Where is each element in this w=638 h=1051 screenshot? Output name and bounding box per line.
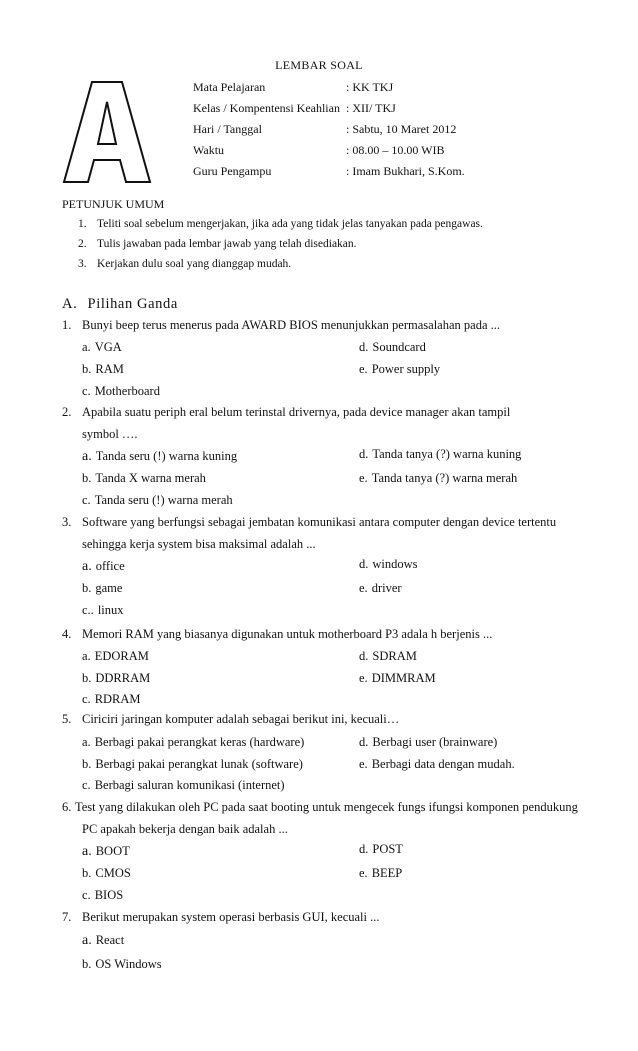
option-letter: a. xyxy=(82,844,92,859)
answer-option xyxy=(82,866,131,881)
answer-option xyxy=(359,649,417,664)
answer-option xyxy=(82,581,122,596)
header-label: Mata Pelajaran xyxy=(193,80,266,94)
question-text: symbol …. xyxy=(82,427,138,441)
answer-option xyxy=(82,671,150,686)
header-label: Waktu xyxy=(193,143,225,157)
header-label: Hari / Tanggal xyxy=(193,122,262,136)
answer-option xyxy=(82,471,206,486)
option-text: BIOS xyxy=(94,888,124,902)
answer-option xyxy=(82,603,124,618)
option-text: POST xyxy=(372,842,403,856)
header-value: : Sabtu, 10 Maret 2012 xyxy=(346,122,457,136)
option-letter: a. xyxy=(82,933,92,948)
instruction-number: 3. xyxy=(78,258,87,270)
question-number: 7. xyxy=(62,910,72,924)
answer-option xyxy=(82,449,237,465)
option-text: Tanda seru (!) warna kuning xyxy=(95,449,238,463)
answer-option xyxy=(82,957,162,972)
instruction-number: 2. xyxy=(78,238,87,250)
option-letter: b. xyxy=(82,362,92,376)
option-letter: e. xyxy=(359,866,368,880)
option-letter: e. xyxy=(359,757,368,771)
instructions-heading: PETUNJUK UMUM xyxy=(62,197,165,211)
option-letter: a. xyxy=(82,649,91,663)
question-text: Apabila suatu periph eral belum terinstal drivernya, pada device manager akan tampil xyxy=(82,405,511,419)
option-text: driver xyxy=(371,581,402,595)
question-text: PC apakah bekerja dengan baik adalah ... xyxy=(82,822,288,836)
option-text: SDRAM xyxy=(372,649,417,663)
answer-option xyxy=(359,671,436,686)
option-letter: d. xyxy=(359,340,369,354)
answer-option xyxy=(359,581,402,596)
option-letter: e. xyxy=(359,581,368,595)
answer-option xyxy=(359,471,517,486)
option-text: Power supply xyxy=(371,362,441,376)
answer-option xyxy=(82,844,130,860)
answer-option xyxy=(82,559,125,575)
option-letter: a. xyxy=(82,449,92,464)
answer-option xyxy=(82,493,233,508)
option-text: DIMMRAM xyxy=(371,671,436,685)
option-letter: c. xyxy=(82,384,91,398)
option-text: office xyxy=(95,559,125,573)
option-letter: c. xyxy=(82,778,91,792)
option-text: EDORAM xyxy=(94,649,149,663)
option-text: BOOT xyxy=(95,844,130,858)
option-letter: d. xyxy=(359,735,369,749)
answer-option xyxy=(359,340,426,355)
option-text: React xyxy=(95,933,125,947)
page-title: LEMBAR SOAL xyxy=(275,58,363,72)
section-label: A. xyxy=(62,296,78,312)
header-value: : XII/ TKJ xyxy=(346,101,396,115)
question-number: 5. xyxy=(62,712,72,726)
option-text: linux xyxy=(97,603,124,617)
option-letter: c. xyxy=(82,888,91,902)
option-letter: b. xyxy=(82,957,92,971)
section-title: Pilihan Ganda xyxy=(87,296,178,312)
header-label: Kelas / Kompentensi Keahlian xyxy=(193,101,340,115)
option-text: OS Windows xyxy=(95,957,162,971)
answer-option xyxy=(82,778,285,793)
option-letter: c.. xyxy=(82,603,94,617)
answer-option xyxy=(82,757,303,772)
option-letter: a. xyxy=(82,559,92,574)
option-text: Tanda X warna merah xyxy=(95,471,206,485)
option-text: BEEP xyxy=(371,866,403,880)
option-letter: d. xyxy=(359,649,369,663)
answer-option xyxy=(359,447,521,462)
answer-option xyxy=(82,888,123,903)
option-letter: d. xyxy=(359,447,369,461)
option-letter: c. xyxy=(82,692,91,706)
option-text: Tanda tanya (?) warna kuning xyxy=(372,447,522,461)
header-value: : Imam Bukhari, S.Kom. xyxy=(346,164,465,178)
header-value: : KK TKJ xyxy=(346,80,394,94)
question-text: Ciriciri jaringan komputer adalah sebagai berikut ini, kecuali… xyxy=(82,712,400,726)
option-letter: d. xyxy=(359,557,369,571)
option-letter: e. xyxy=(359,362,368,376)
header-value: : 08.00 – 10.00 WIB xyxy=(346,143,445,157)
option-text: Motherboard xyxy=(94,384,160,398)
question-number: 3. xyxy=(62,515,72,529)
answer-option xyxy=(359,757,515,772)
answer-option xyxy=(82,735,304,750)
answer-option xyxy=(82,649,149,664)
option-letter: e. xyxy=(359,471,368,485)
question-text: Software yang berfungsi sebagai jembatan komunikasi antara computer dengan device tertentu xyxy=(82,515,557,529)
option-letter: c. xyxy=(82,493,91,507)
question-text: sehingga kerja system bisa maksimal adalah ... xyxy=(82,537,316,551)
option-text: Berbagi pakai perangkat lunak (software) xyxy=(95,757,303,771)
option-letter: b. xyxy=(82,471,92,485)
question-number: 1. xyxy=(62,318,72,332)
question-number: 4. xyxy=(62,627,72,641)
answer-option xyxy=(359,866,402,881)
option-text: VGA xyxy=(94,340,122,354)
option-text: Soundcard xyxy=(372,340,426,354)
option-text: RAM xyxy=(95,362,124,376)
option-letter: a. xyxy=(82,340,91,354)
option-letter: b. xyxy=(82,581,92,595)
option-letter: b. xyxy=(82,757,92,771)
question-text: Memori RAM yang biasanya digunakan untuk motherboard P3 adala h berjenis ... xyxy=(82,627,493,641)
option-letter: b. xyxy=(82,866,92,880)
question-number: 2. xyxy=(62,405,72,419)
instruction-item: Kerjakan dulu soal yang dianggap mudah. xyxy=(97,258,292,270)
option-text: Berbagi pakai perangkat keras (hardware) xyxy=(94,735,305,749)
section-heading xyxy=(62,296,178,313)
option-text: Tanda seru (!) warna merah xyxy=(94,493,233,507)
answer-option xyxy=(82,692,141,707)
answer-option xyxy=(359,842,403,857)
option-letter: e. xyxy=(359,671,368,685)
option-text: RDRAM xyxy=(94,692,141,706)
large-letter-a-logo xyxy=(62,78,152,186)
option-letter: b. xyxy=(82,671,92,685)
option-text: DDRRAM xyxy=(95,671,151,685)
question-text: Bunyi beep terus menerus pada AWARD BIOS menunjukkan permasalahan pada ... xyxy=(82,318,500,332)
answer-option xyxy=(82,384,160,399)
option-text: CMOS xyxy=(95,866,131,880)
header-label: Guru Pengampu xyxy=(193,164,272,178)
question-number: 6. xyxy=(62,800,72,814)
instruction-item: Teliti soal sebelum mengerjakan, jika ada yang tidak jelas tanyakan pada pengawas. xyxy=(97,218,483,230)
option-text: Berbagi saluran komunikasi (internet) xyxy=(94,778,285,792)
instruction-item: Tulis jawaban pada lembar jawab yang telah disediakan. xyxy=(97,238,357,250)
question-text: Test yang dilakukan oleh PC pada saat booting untuk mengecek fungs ifungsi komponen pendukung xyxy=(75,800,578,814)
option-text: Berbagi user (brainware) xyxy=(372,735,498,749)
option-letter: d. xyxy=(359,842,369,856)
answer-option xyxy=(82,340,122,355)
option-text: Berbagi data dengan mudah. xyxy=(371,757,515,771)
answer-option xyxy=(82,362,124,377)
answer-option xyxy=(82,933,124,949)
option-letter: a. xyxy=(82,735,91,749)
instruction-number: 1. xyxy=(78,218,87,230)
option-text: windows xyxy=(372,557,418,571)
answer-option xyxy=(359,735,497,750)
question-text: Berikut merupakan system operasi berbasis GUI, kecuali ... xyxy=(82,910,380,924)
answer-option xyxy=(359,557,418,572)
answer-option xyxy=(359,362,440,377)
option-text: Tanda tanya (?) warna merah xyxy=(371,471,518,485)
option-text: game xyxy=(95,581,123,595)
